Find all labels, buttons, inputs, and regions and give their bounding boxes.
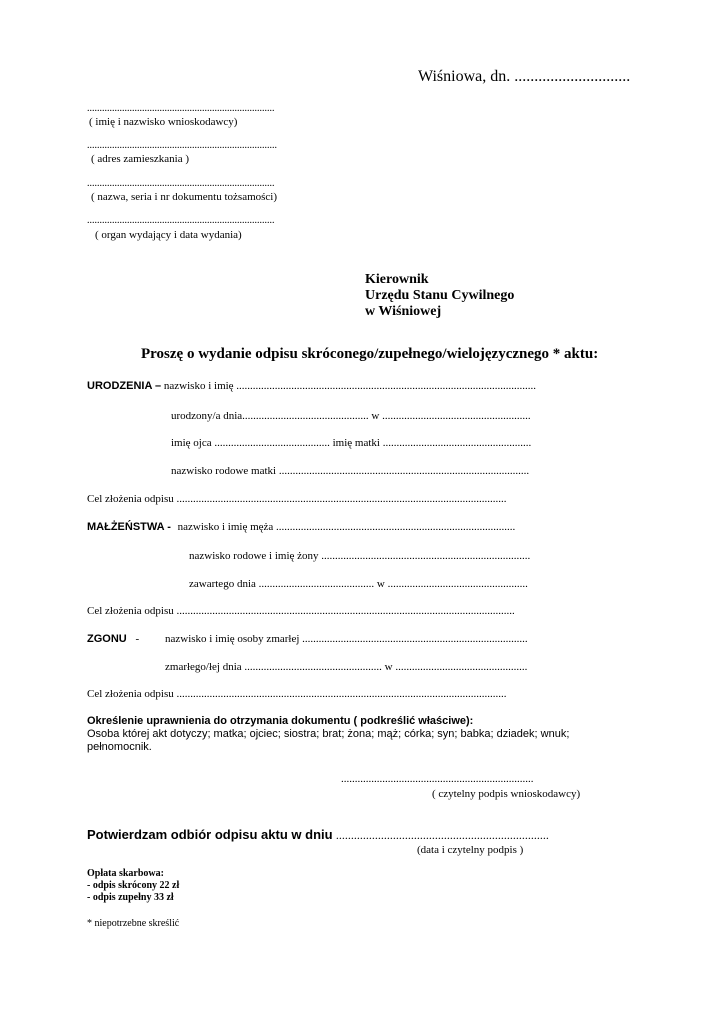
request-heading: Proszę o wydanie odpisu skróconego/zupełnego/wielojęzycznego * aktu: xyxy=(141,346,599,362)
receipt-confirmation-caption: (data i czytelny podpis ) xyxy=(417,844,524,856)
applicant-signature-dots[interactable]: ...................................................................... xyxy=(341,773,534,785)
birth-mother-maiden-name-field[interactable]: nazwisko rodowe matki ........................................................................................... xyxy=(171,465,530,477)
death-name-row xyxy=(87,632,139,646)
death-section-label: ZGONU xyxy=(87,633,127,645)
applicant-name-dots[interactable]: ........................................................................... xyxy=(87,103,275,114)
applicant-name-caption: ( imię i nazwisko wnioskodawcy) xyxy=(89,116,238,128)
birth-parents-field[interactable]: imię ojca .......................................... imię matki ...................................................... xyxy=(171,437,532,449)
applicant-signature-caption: ( czytelny podpis wnioskodawcy) xyxy=(432,788,581,800)
marriage-husband-field[interactable]: nazwisko i imię męża ....................................................................................... xyxy=(177,521,516,533)
death-label-dash: - xyxy=(135,633,140,645)
receipt-confirmation-field[interactable]: ....................................................................... xyxy=(335,828,549,842)
fee-full-copy: - odpis zupełny 33 zł xyxy=(87,892,174,903)
applicant-issuer-dots[interactable]: ........................................................................... xyxy=(87,215,275,226)
entitlement-title: Określenie uprawnienia do otrzymania dokumentu ( podkreślić właściwe): xyxy=(87,715,474,727)
death-name-field[interactable]: nazwisko i imię osoby zmarłej .................................................................................. xyxy=(165,633,528,645)
marriage-wife-field[interactable]: nazwisko rodowe i imię żony ............................................................................ xyxy=(189,550,531,562)
marriage-husband-row xyxy=(87,520,515,534)
place-date-field[interactable]: Wiśniowa, dn. ............................. xyxy=(418,68,631,85)
death-date-place-field[interactable]: zmarłego/łej dnia .................................................. w ................................................ xyxy=(165,661,528,673)
birth-name-row xyxy=(87,379,536,393)
birth-section-label: URODZENIA – xyxy=(87,380,162,392)
applicant-address-caption: ( adres zamieszkania ) xyxy=(91,153,190,165)
receipt-confirmation-row xyxy=(87,827,549,843)
fees-title: Opłata skarbowa: xyxy=(87,868,164,879)
death-purpose-field[interactable]: Cel złożenia odpisu ........................................................................................................................ xyxy=(87,688,507,700)
birth-date-place-field[interactable]: urodzony/a dnia.............................................. w ...................................................... xyxy=(171,410,531,422)
marriage-section-label: MAŁŻEŃSTWA - xyxy=(87,521,171,533)
receipt-confirmation-label: Potwierdzam odbiór odpisu aktu w dniu xyxy=(87,827,333,842)
birth-purpose-field[interactable]: Cel złożenia odpisu ........................................................................................................................ xyxy=(87,493,507,505)
fees-block xyxy=(87,868,179,904)
marriage-purpose-field[interactable]: Cel złożenia odpisu ........................................................................................................................... xyxy=(87,605,515,617)
addressee-location: w Wiśniowej xyxy=(365,304,442,319)
applicant-id-document-dots[interactable]: ........................................................................... xyxy=(87,178,275,189)
marriage-date-place-field[interactable]: zawartego dnia .......................................... w ................................................... xyxy=(189,578,528,590)
addressee-block xyxy=(365,272,514,320)
applicant-issuer-caption: ( organ wydający i data wydania) xyxy=(95,229,242,241)
footnote: * niepotrzebne skreślić xyxy=(87,918,180,929)
applicant-address-dots[interactable]: ............................................................................ xyxy=(87,140,277,151)
addressee-office: Urzędu Stanu Cywilnego xyxy=(365,288,515,303)
applicant-id-document-caption: ( nazwa, seria i nr dokumentu tożsamości) xyxy=(91,191,278,203)
entitlement-block xyxy=(87,715,582,754)
addressee-title: Kierownik xyxy=(365,272,429,287)
birth-name-field[interactable]: nazwisko i imię ............................................................................................................. xyxy=(163,380,537,392)
entitlement-options[interactable]: Osoba której akt dotyczy; matka; ojciec; siostra; brat; żona; mąż; córka; syn; babka; dziadek; wnuk; pełnomocnik. xyxy=(87,728,570,753)
fee-short-copy: - odpis skrócony 22 zł xyxy=(87,880,180,891)
